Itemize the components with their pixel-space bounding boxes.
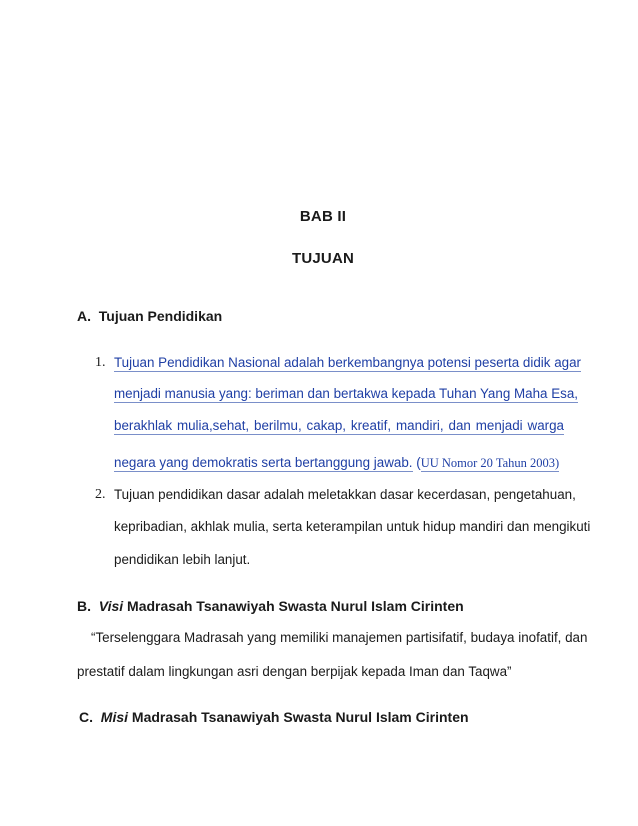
goal-text-link[interactable]: Tujuan Pendidikan Nasional adalah berkembangnya potensi peserta didik agar xyxy=(114,355,581,370)
list-item-number: 2. xyxy=(95,487,106,502)
section-c-title-italic: Misi xyxy=(100,709,129,725)
list-item-line: pendidikan lebih lanjut. xyxy=(114,552,251,567)
section-c-heading xyxy=(79,709,469,725)
list-item-line: kepribadian, akhlak mulia, serta keterampilan untuk hidup mandiri dan mengikuti xyxy=(114,519,591,534)
section-b-title: Madrasah Tsanawiyah Swasta Nurul Islam Cirinten xyxy=(123,598,464,614)
citation-link[interactable]: UU Nomor 20 Tahun 2003) xyxy=(420,456,560,470)
goal-text-link[interactable]: berakhlak mulia,sehat, berilmu, cakap, kreatif, mandiri, dan menjadi warga xyxy=(114,418,564,433)
section-a-heading xyxy=(77,308,222,324)
section-b-heading xyxy=(77,598,464,614)
goal-text-link[interactable]: negara yang demokratis serta bertanggung jawab. xyxy=(114,455,413,470)
chapter-title: TUJUAN xyxy=(291,250,355,267)
list-item-line: Tujuan pendidikan dasar adalah meletakkan dasar kecerdasan, pengetahuan, xyxy=(114,487,576,502)
list-item-line[interactable] xyxy=(114,386,579,401)
list-item-line[interactable] xyxy=(114,455,559,471)
vision-line: prestatif dalam lingkungan asri dengan berpijak kepada Iman dan Taqwa” xyxy=(77,664,512,679)
section-a-title: Tujuan Pendidikan xyxy=(98,308,223,324)
citation-open: ( xyxy=(412,455,421,470)
goal-text-link[interactable]: menjadi manusia yang: beriman dan bertakwa kepada Tuhan Yang Maha Esa, xyxy=(114,386,579,401)
list-item-line[interactable] xyxy=(114,355,581,370)
list-item-number: 1. xyxy=(95,355,106,370)
section-b-title-italic: Visi xyxy=(98,598,124,614)
chapter-number: BAB II xyxy=(299,208,347,225)
section-c-title: Madrasah Tsanawiyah Swasta Nurul Islam Cirinten xyxy=(128,709,469,725)
list-item-line[interactable] xyxy=(114,418,564,433)
section-c-letter: C. xyxy=(79,709,93,725)
section-a-letter: A. xyxy=(77,308,91,324)
section-b-letter: B. xyxy=(77,598,91,614)
vision-line: “Terselenggara Madrasah yang memiliki manajemen partisifatif, budaya inofatif, dan xyxy=(91,630,588,645)
